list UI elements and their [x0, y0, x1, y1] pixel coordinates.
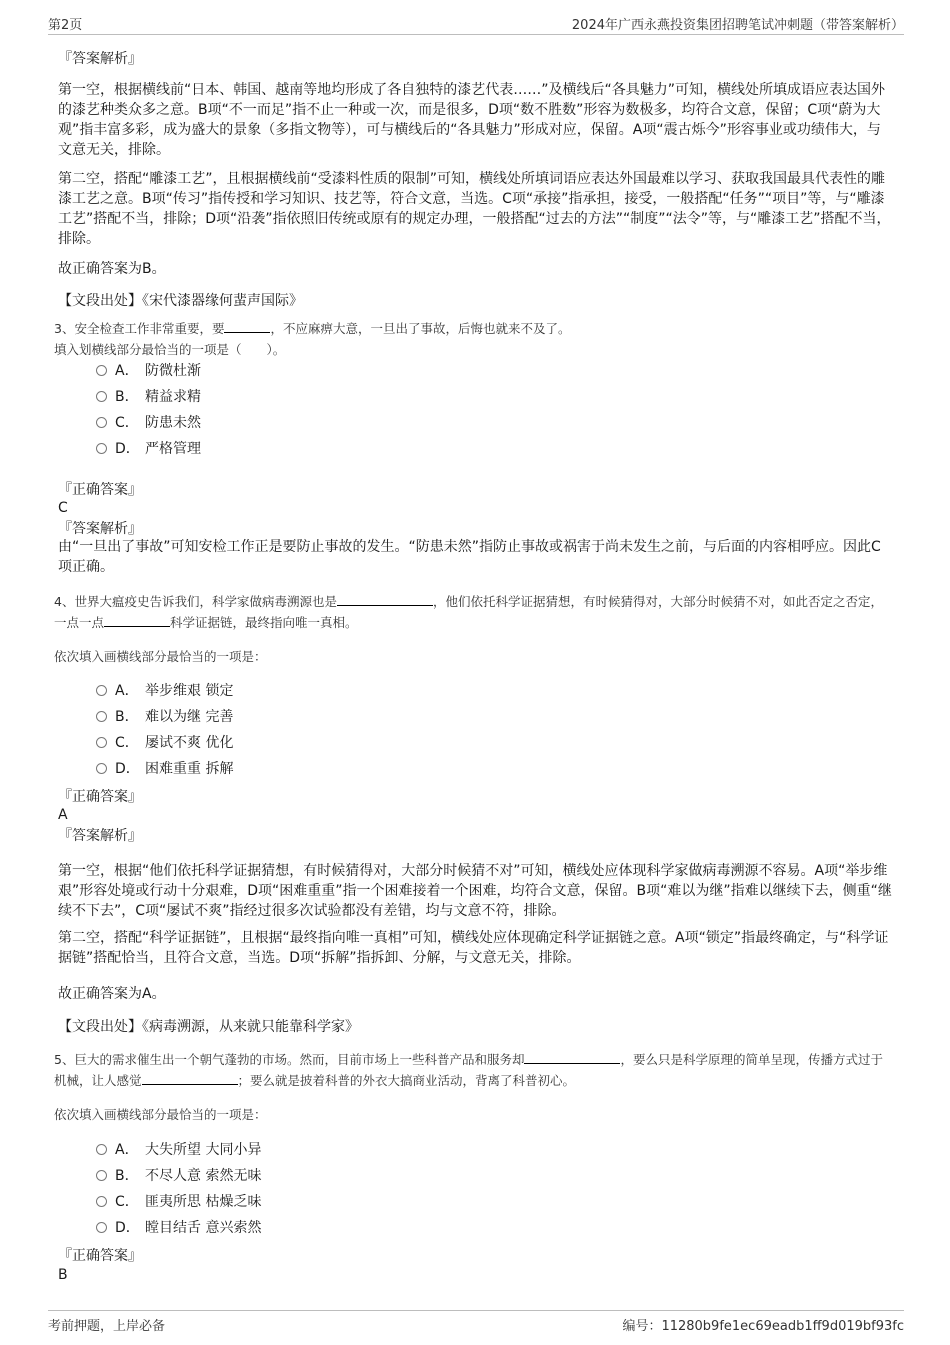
q4-option-d[interactable]: D． 困难重重 拆解 — [96, 759, 233, 779]
q5-blank-2 — [142, 1070, 238, 1085]
q3-prompt: 填入划横线部分最恰当的一项是（ ）。 — [54, 342, 286, 357]
radio-icon[interactable] — [96, 365, 107, 376]
q3-analysis: 由“一旦出了事故”可知安检工作正是要防止事故的发生。“防患未然”指防止事故或祸害于尚未发生之前，与后面的内容相呼应。因此C项正确。 — [58, 539, 881, 575]
radio-icon[interactable] — [96, 1170, 107, 1181]
document-title: 2024年广西永燕投资集团招聘笔试冲刺题（带答案解析） — [571, 18, 904, 33]
q3-stem: 3、安全检查工作非常重要，要 ，不应麻痹大意，一旦出了事故，后悔也就来不及了。 填入划横线部分最恰当的一项是（ ）。 — [54, 318, 894, 360]
q3-option-d[interactable]: D． 严格管理 — [96, 439, 201, 459]
q5-blank-1 — [524, 1049, 620, 1064]
page-footer — [48, 1310, 904, 1335]
q2-conclusion: 故正确答案为B。 — [58, 261, 166, 277]
document-id: 编号：11280b9fe1ec69eadb1ff9d019bf93fc — [622, 1319, 904, 1334]
q3-blank — [224, 318, 270, 333]
q4-analysis-label: 『答案解析』 — [58, 828, 142, 844]
q5-answer-label: 『正确答案』 — [58, 1248, 142, 1264]
page-number: 第2页 — [48, 18, 83, 33]
q2-analysis-para1: 第一空，根据横线前“日本、韩国、越南等地均形成了各自独特的漆艺代表……”及横线后“各具魅力”可知，横线处所填成语应表达国外的漆艺种类众多之意。B项“不一而足”指不止一种或一次，而是很多，D项“数不胜数”形容为数极多，均符合文意，保留；C项“蔚为大观”指丰富多彩，成为盛大的景象（多指文物等），可与横线后的“各具魅力”形成对应，保留。A项“震古烁今”形容事业或功绩伟大，与文意无关，排除。 — [58, 82, 886, 158]
q2-analysis-para2: 第二空，搭配“雕漆工艺”，且根据横线前“受漆料性质的限制”可知，横线处所填词语应表达外国最难以学习、获取我国最具代表性的雕漆工艺之意。B项“传习”指传授和学习知识、技艺等，符合文意，当选。C项“承接”指承担，接受，一般搭配“任务”“项目”等，与“雕漆工艺”搭配不当，排除；D项“沿袭”指依照旧传统或原有的规定办理，一般搭配“过去的方法”“制度”“法令”等，与“雕漆工艺”搭配不当，排除。 — [58, 171, 891, 247]
q2-source: 【文段出处】《宋代漆器缘何蜚声国际》 — [58, 293, 303, 309]
q4-option-c[interactable]: C． 屡试不爽 优化 — [96, 733, 233, 753]
q3-option-c[interactable]: C． 防患未然 — [96, 413, 201, 433]
q4-blank-2 — [104, 612, 170, 627]
q3-option-a[interactable]: A． 防微杜渐 — [96, 361, 201, 381]
q4-conclusion: 故正确答案为A。 — [58, 986, 166, 1002]
radio-icon[interactable] — [96, 711, 107, 722]
q4-analysis-para2: 第二空，搭配“科学证据链”，且根据“最终指向唯一真相”可知，横线处应体现确定科学证据链之意。A项“锁定”指最终确定，与“科学证据链”搭配恰当，且符合文意，当选。D项“拆解”指拆卸、分解，与文意无关，排除。 — [58, 930, 889, 966]
q4-answer: A — [58, 807, 68, 823]
q5-option-a[interactable]: A． 大失所望 大同小异 — [96, 1140, 261, 1160]
q5-option-d[interactable]: D． 瞠目结舌 意兴索然 — [96, 1218, 261, 1238]
q4-analysis-para1: 第一空，根据“他们依托科学证据猜想，有时候猜得对，大部分时候猜不对”可知，横线处应体现科学家做病毒溯源不容易。A项“举步维艰”形容处境或行动十分艰难，D项“困难重重”指一个困难接着一个困难，均符合文意，保留。B项“难以为继”指难以继续下去，侧重“继续不下去”，C项“屡试不爽”指经过很多次试验都没有差错，均与文意不符，排除。 — [58, 863, 892, 919]
q3-answer: C — [58, 500, 68, 516]
q5-option-b[interactable]: B． 不尽人意 索然无味 — [96, 1166, 261, 1186]
radio-icon[interactable] — [96, 763, 107, 774]
q2-analysis-label: 『答案解析』 — [58, 51, 142, 67]
q5-stem: 5、巨大的需求催生出一个朝气蓬勃的市场。然而，目前市场上一些科普产品和服务却 ，要么只是科学原理的简单呈现，传播方式过于机械，让人感觉 ；要么就是披着科普的外衣大搞商业活动，背离了科普初心。 — [54, 1049, 894, 1091]
radio-icon[interactable] — [96, 1144, 107, 1155]
q5-answer: B — [58, 1267, 68, 1283]
q3-answer-label: 『正确答案』 — [58, 482, 142, 498]
radio-icon[interactable] — [96, 737, 107, 748]
footer-slogan: 考前押题，上岸必备 — [48, 1319, 166, 1334]
q4-option-a[interactable]: A． 举步维艰 锁定 — [96, 681, 233, 701]
radio-icon[interactable] — [96, 1196, 107, 1207]
radio-icon[interactable] — [96, 391, 107, 402]
q4-stem: 4、世界大瘟疫史告诉我们，科学家做病毒溯源也是 ，他们依托科学证据猜想，有时候猜得对，大部分时候猜不对，如此否定之否定，一点一点 科学证据链，最终指向唯一真相。 — [54, 591, 894, 633]
q4-option-b[interactable]: B． 难以为继 完善 — [96, 707, 233, 727]
radio-icon[interactable] — [96, 1222, 107, 1233]
radio-icon[interactable] — [96, 417, 107, 428]
q4-blank-1 — [337, 591, 433, 606]
q4-answer-label: 『正确答案』 — [58, 789, 142, 805]
radio-icon[interactable] — [96, 443, 107, 454]
radio-icon[interactable] — [96, 685, 107, 696]
q3-option-b[interactable]: B． 精益求精 — [96, 387, 201, 407]
q4-prompt: 依次填入画横线部分最恰当的一项是： — [54, 649, 267, 664]
q5-prompt: 依次填入画横线部分最恰当的一项是： — [54, 1107, 267, 1122]
q4-source: 【文段出处】《病毒溯源，从来就只能靠科学家》 — [58, 1019, 359, 1035]
q5-option-c[interactable]: C． 匪夷所思 枯燥乏味 — [96, 1192, 261, 1212]
page-header — [48, 14, 904, 35]
q3-analysis-label: 『答案解析』 — [58, 521, 142, 537]
